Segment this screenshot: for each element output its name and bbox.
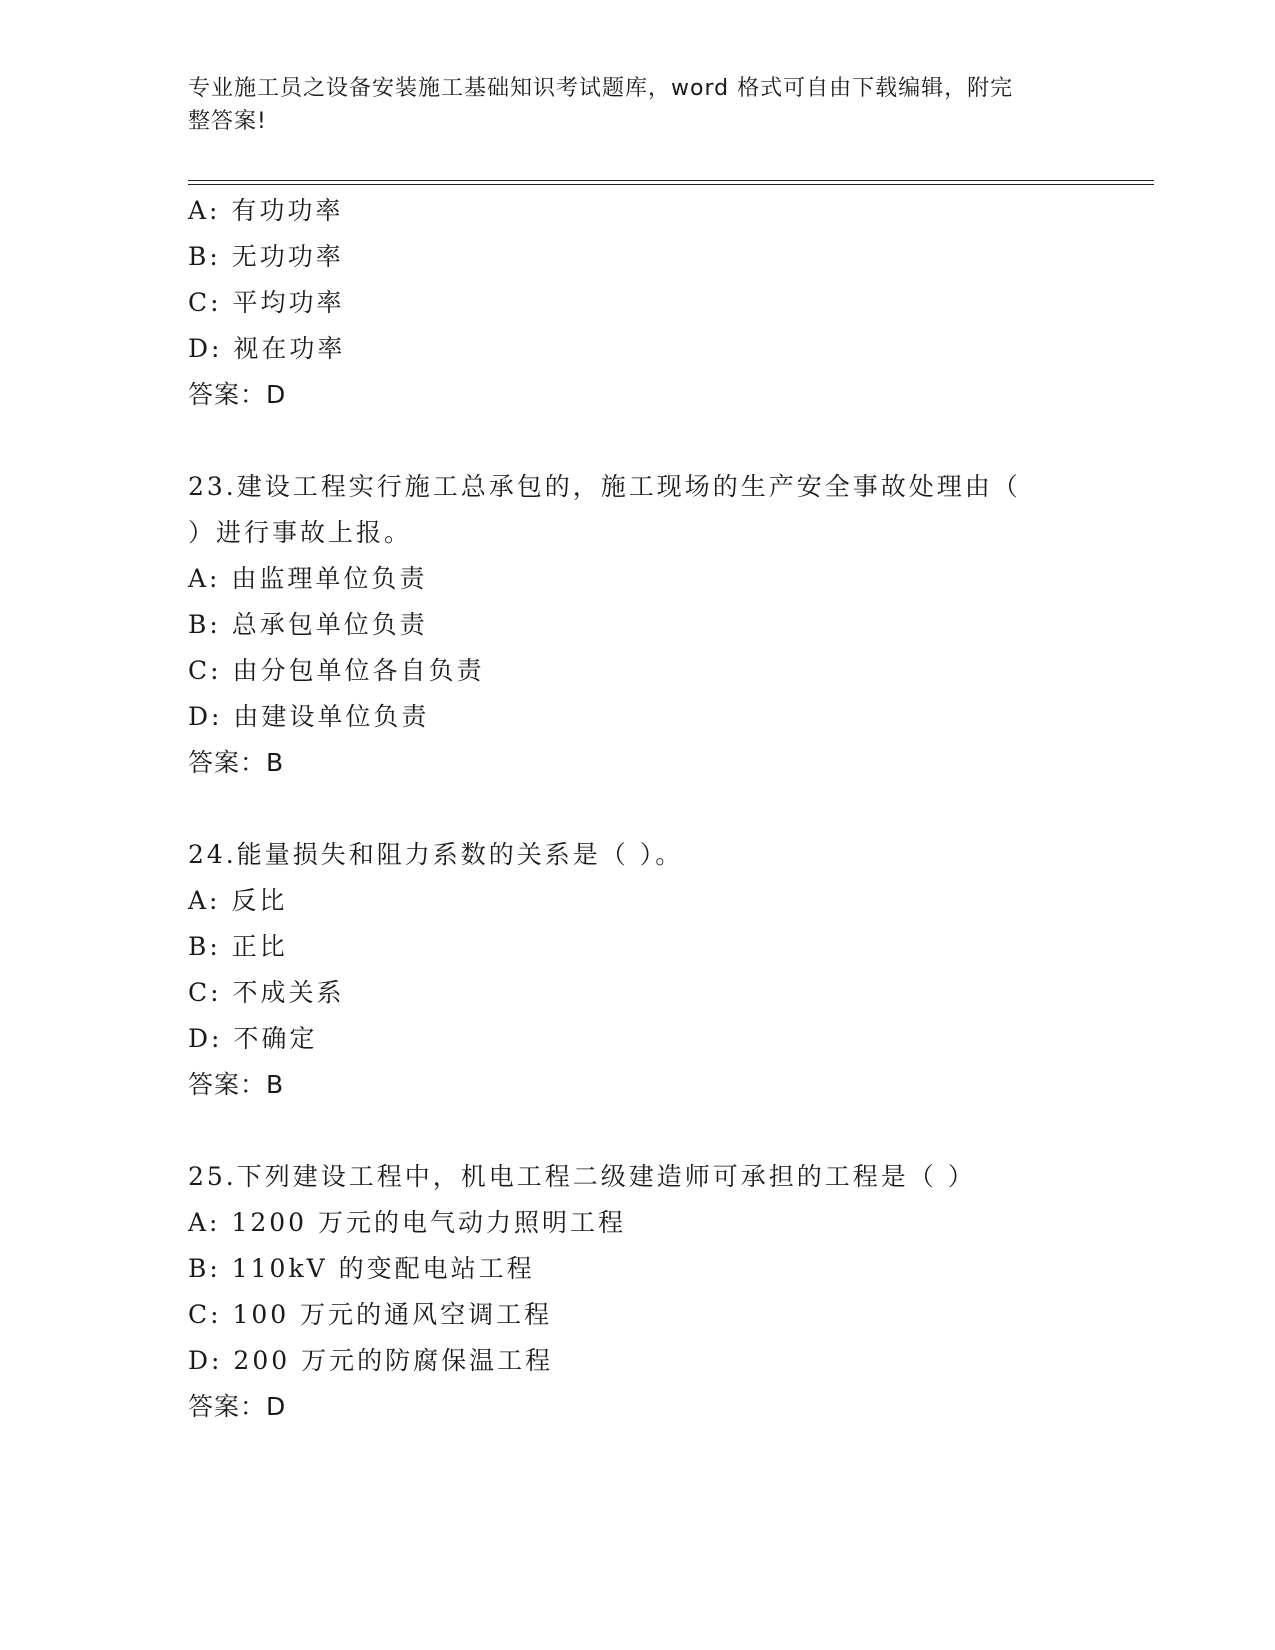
question-stem: 23.建设工程实行施工总承包的，施工现场的生产安全事故处理由（ [188, 472, 1021, 501]
option-a: A: 1200 万元的电气动力照明工程 [188, 1208, 626, 1237]
answer: 答案：D [188, 380, 287, 409]
option-b: B: 总承包单位负责 [188, 610, 428, 639]
spacer [188, 786, 1154, 832]
answer: 答案：B [188, 748, 285, 777]
spacer [188, 418, 1154, 464]
question-25 [188, 1154, 1154, 1430]
option-b: B: 正比 [188, 932, 288, 961]
option-d: D: 视在功率 [188, 334, 346, 363]
option-b: B: 无功功率 [188, 242, 344, 271]
question-stem: 25.下列建设工程中，机电工程二级建造师可承担的工程是（ ） [188, 1162, 976, 1191]
header-divider-bottom [188, 184, 1154, 185]
answer: 答案：B [188, 1070, 285, 1099]
question-24 [188, 832, 1154, 1108]
header-line-1: 专业施工员之设备安装施工基础知识考试题库，word 格式可自由下载编辑，附完 [188, 76, 1014, 101]
header-divider-top [188, 180, 1154, 181]
option-c: C: 不成关系 [188, 978, 345, 1007]
option-a: A: 由监理单位负责 [188, 564, 428, 593]
option-b: B: 110kV 的变配电站工程 [188, 1254, 535, 1283]
spacer [188, 1108, 1154, 1154]
document-header [188, 72, 1068, 138]
question-stem: 24.能量损失和阻力系数的关系是（ ）。 [188, 840, 684, 869]
option-d: D: 由建设单位负责 [188, 702, 430, 731]
option-a: A: 反比 [188, 886, 288, 915]
answer: 答案：D [188, 1392, 287, 1421]
header-line-2: 整答案! [188, 109, 267, 134]
option-d: D: 200 万元的防腐保温工程 [188, 1346, 554, 1375]
question-22 [188, 188, 1154, 418]
question-list [188, 188, 1154, 1430]
option-a: A: 有功功率 [188, 196, 344, 225]
option-c: C: 由分包单位各自负责 [188, 656, 485, 685]
question-stem-continued: ）进行事故上报。 [188, 518, 413, 547]
option-c: C: 平均功率 [188, 288, 345, 317]
option-c: C: 100 万元的通风空调工程 [188, 1300, 553, 1329]
question-23 [188, 464, 1154, 786]
option-d: D: 不确定 [188, 1024, 318, 1053]
